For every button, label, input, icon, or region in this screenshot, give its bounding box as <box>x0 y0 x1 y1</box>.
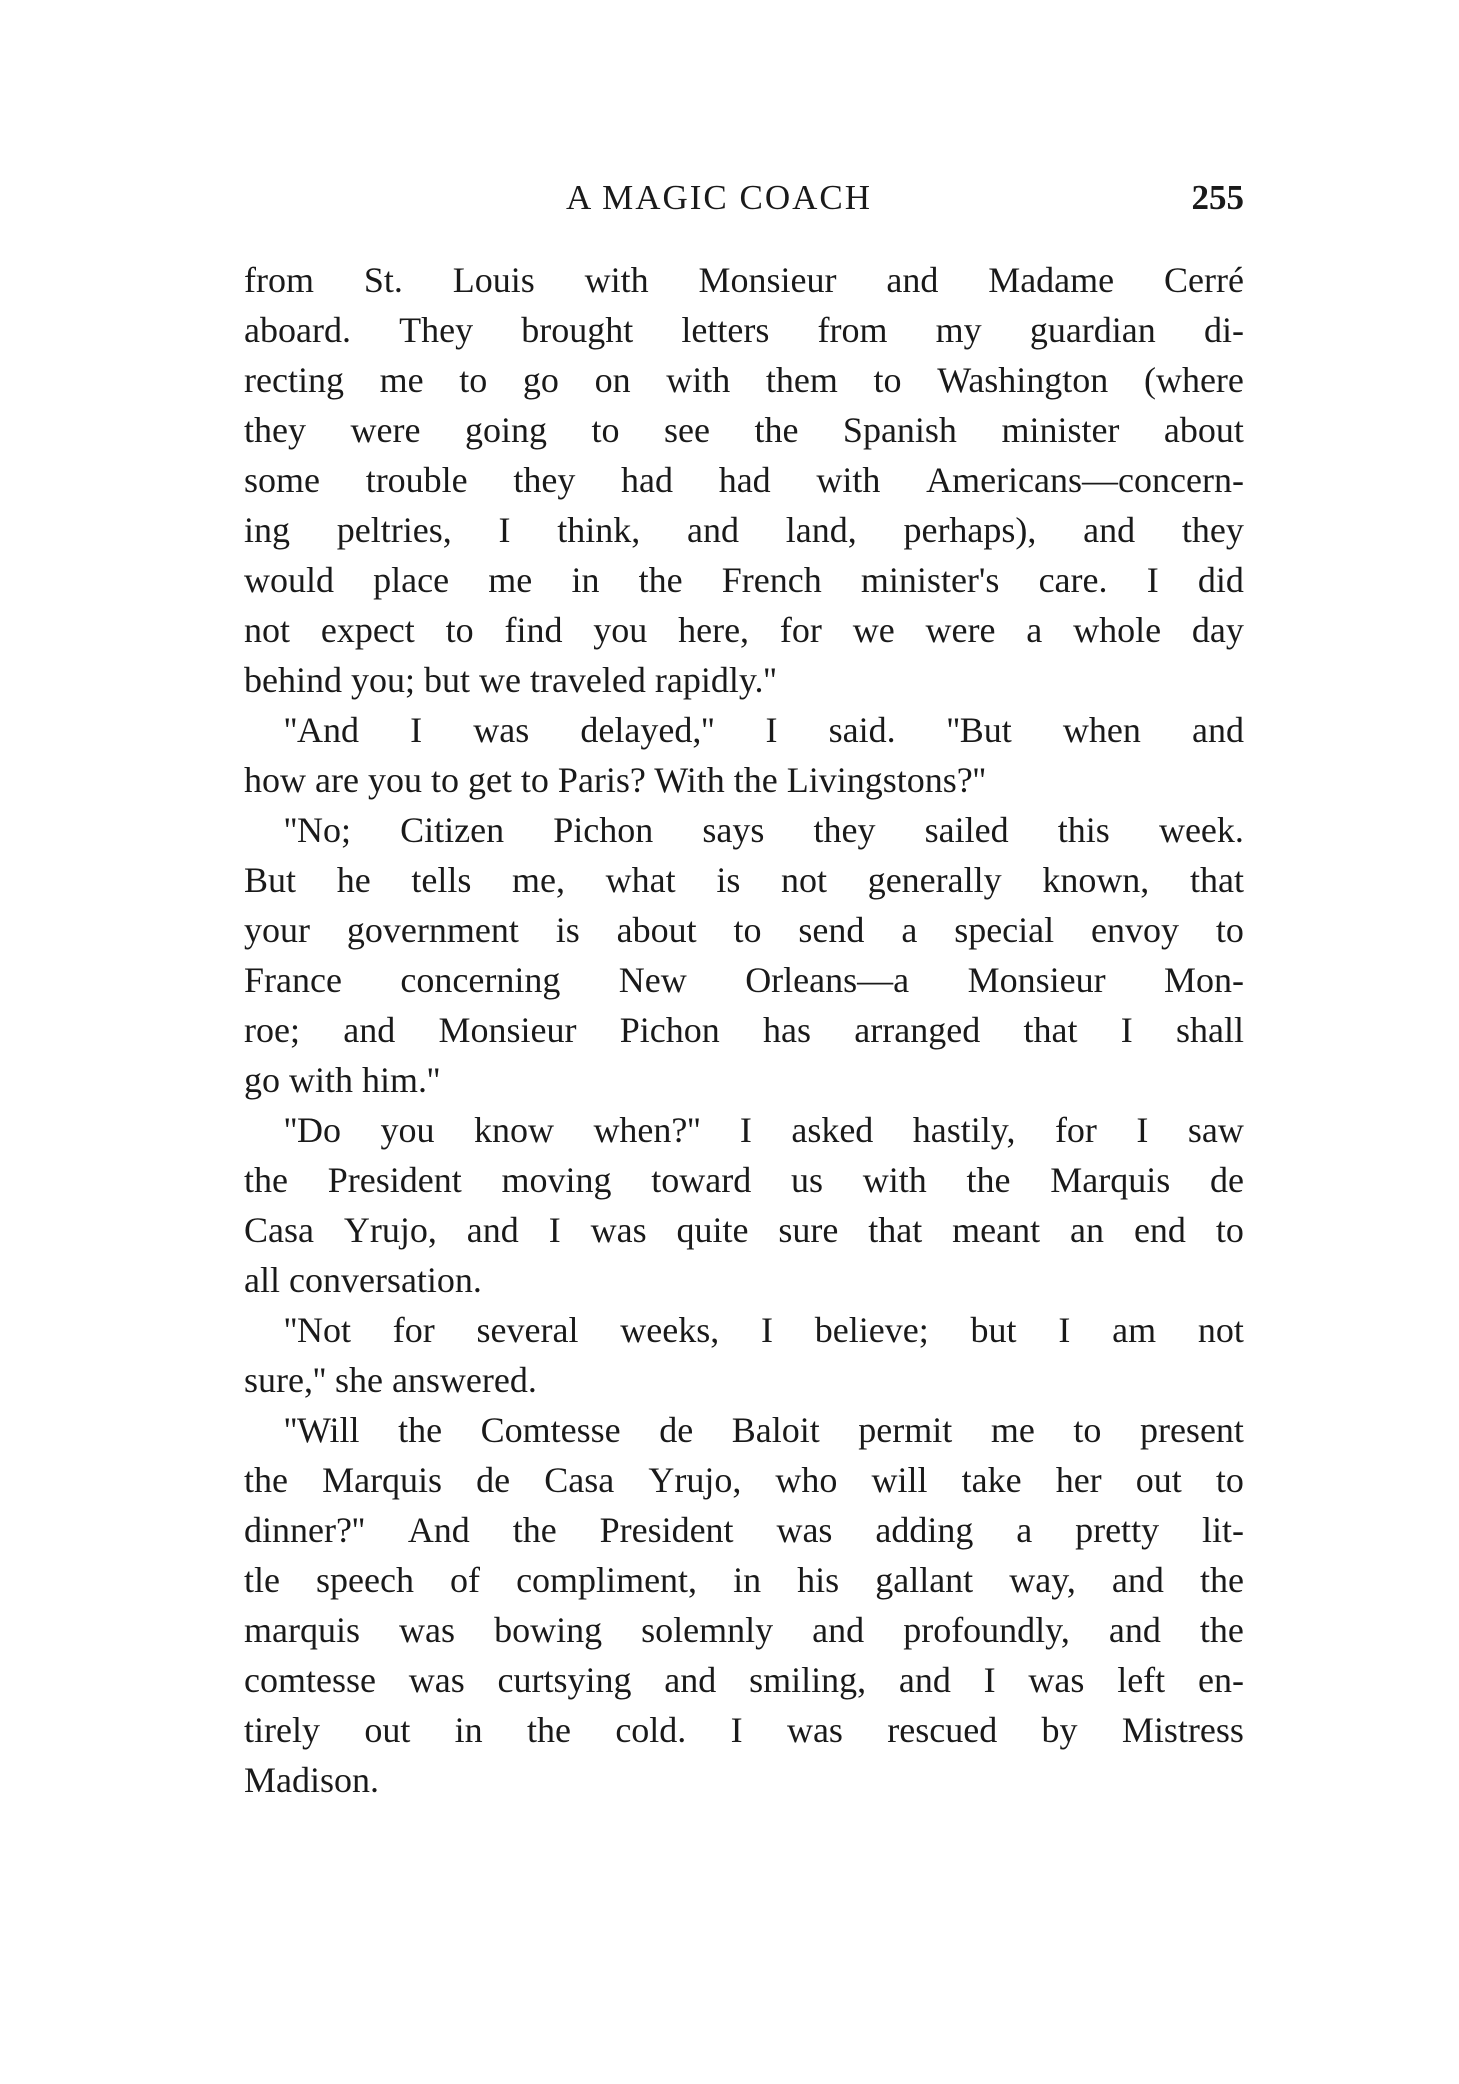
word: lit- <box>1201 1510 1244 1550</box>
text-line: Madison. <box>244 1760 379 1800</box>
word: they <box>813 810 876 850</box>
word: solemnly <box>641 1610 774 1650</box>
word: some <box>244 460 320 500</box>
word: speech <box>316 1560 414 1600</box>
word: and <box>1192 710 1244 750</box>
text-line <box>244 405 1244 455</box>
word: whole <box>1073 610 1162 650</box>
word: I <box>730 1710 743 1750</box>
running-head <box>244 178 1244 228</box>
word: the <box>398 1410 443 1450</box>
word: de <box>659 1410 694 1450</box>
word: for <box>392 1310 435 1350</box>
word: profoundly, <box>903 1610 1070 1650</box>
word: de <box>476 1460 511 1500</box>
word: and <box>343 1010 396 1050</box>
word: I <box>761 1310 773 1350</box>
word: Comtesse <box>480 1410 621 1450</box>
word: were <box>350 410 421 450</box>
word: Marquis <box>322 1460 443 1500</box>
word: this <box>1057 810 1110 850</box>
word: but <box>970 1310 1017 1350</box>
word: to <box>733 910 762 950</box>
word: find <box>504 610 563 650</box>
word: they <box>1181 510 1244 550</box>
word: said. <box>828 710 896 750</box>
word: a <box>901 910 918 950</box>
word: several <box>476 1310 579 1350</box>
word: comtesse <box>244 1660 376 1700</box>
word: New <box>618 960 687 1000</box>
word: aboard. <box>244 310 351 350</box>
word: government <box>346 910 519 950</box>
word: and <box>466 1210 519 1250</box>
word: me, <box>512 860 565 900</box>
text-line <box>244 1105 1244 1155</box>
word: think, <box>557 510 641 550</box>
word: marquis <box>244 1610 360 1650</box>
word: cold. <box>615 1710 687 1750</box>
text-line <box>244 555 1244 605</box>
word: Baloit <box>731 1410 820 1450</box>
word: he <box>336 860 371 900</box>
word: your <box>244 910 310 950</box>
word: minister's <box>860 560 1000 600</box>
word: me <box>990 1410 1035 1450</box>
word: tirely <box>244 1710 320 1750</box>
text-line <box>244 1005 1244 1055</box>
word: Monsieur <box>698 260 837 300</box>
text-line <box>244 705 1244 755</box>
word: meant <box>952 1210 1041 1250</box>
word: you <box>380 1110 435 1150</box>
word: and <box>898 1660 951 1700</box>
word: delayed,'' <box>580 710 715 750</box>
word: ''And <box>284 710 359 750</box>
word: was <box>408 1660 465 1700</box>
word: and <box>664 1660 717 1700</box>
text-line <box>244 1205 1244 1255</box>
word: I <box>498 510 511 550</box>
text-line <box>244 1705 1244 1755</box>
body-text <box>244 255 1244 1805</box>
word: you <box>593 610 648 650</box>
word: about <box>616 910 697 950</box>
word: shall <box>1176 1010 1244 1050</box>
word: Monsieur <box>967 960 1106 1000</box>
text-line: behind you; but we traveled rapidly.'' <box>244 660 777 700</box>
word: and <box>812 1610 865 1650</box>
word: send <box>798 910 865 950</box>
word: that <box>1023 1010 1078 1050</box>
word: an <box>1070 1210 1105 1250</box>
word: week. <box>1158 810 1244 850</box>
text-line: sure,'' she answered. <box>244 1360 537 1400</box>
word: they <box>244 410 306 450</box>
word: is <box>716 860 741 900</box>
word: care. <box>1038 560 1108 600</box>
word: from <box>244 260 314 300</box>
word: tle <box>244 1560 280 1600</box>
word: believe; <box>814 1310 929 1350</box>
word: Casa <box>244 1210 314 1250</box>
word: to <box>873 360 902 400</box>
word: permit <box>858 1410 953 1450</box>
word: Mon- <box>1164 960 1244 1000</box>
word: bowing <box>494 1610 603 1650</box>
word: Pichon <box>553 810 654 850</box>
word: St. <box>363 260 403 300</box>
word: when <box>1062 710 1141 750</box>
text-line <box>244 355 1244 405</box>
word: ''Not <box>284 1310 351 1350</box>
word: peltries, <box>336 510 452 550</box>
word: Pichon <box>619 1010 720 1050</box>
word: was <box>473 710 530 750</box>
word: would <box>244 560 334 600</box>
word: Orleans—a <box>745 960 910 1000</box>
word: is <box>555 910 580 950</box>
text-line <box>244 255 1244 305</box>
word: will <box>871 1460 928 1500</box>
word: toward <box>651 1160 752 1200</box>
word: trouble <box>365 460 468 500</box>
word: President <box>327 1160 462 1200</box>
word: in <box>571 560 600 600</box>
word: saw <box>1187 1110 1244 1150</box>
word: know <box>473 1110 554 1150</box>
word: go <box>522 360 559 400</box>
word: But <box>244 860 297 900</box>
word: Marquis <box>1050 1160 1171 1200</box>
word: weeks, <box>620 1310 720 1350</box>
word: tells <box>411 860 472 900</box>
word: I <box>1136 1110 1149 1150</box>
text-line <box>244 855 1244 905</box>
word: I <box>1146 560 1159 600</box>
word: the <box>512 1510 557 1550</box>
text-line: go with him.'' <box>244 1060 440 1100</box>
word: brought <box>521 310 634 350</box>
word: Madame <box>988 260 1115 300</box>
text-line <box>244 1405 1244 1455</box>
word: I <box>765 710 778 750</box>
word: ing <box>244 510 291 550</box>
word: ''Do <box>284 1110 341 1150</box>
word: in <box>733 1560 762 1600</box>
word: was <box>590 1210 647 1250</box>
text-line <box>244 455 1244 505</box>
word: Casa <box>544 1460 615 1500</box>
word: of <box>450 1560 481 1600</box>
word: says <box>702 810 765 850</box>
word: take <box>961 1460 1022 1500</box>
word: present <box>1139 1410 1244 1450</box>
word: to <box>1215 1460 1244 1500</box>
word: the <box>754 410 799 450</box>
word: me <box>488 560 533 600</box>
text-line <box>244 605 1244 655</box>
word: the <box>1199 1610 1244 1650</box>
word: sailed <box>924 810 1009 850</box>
word: what <box>605 860 676 900</box>
word: pretty <box>1075 1510 1160 1550</box>
word: her <box>1055 1460 1102 1500</box>
word: perhaps), <box>903 510 1037 550</box>
text-line <box>244 1305 1244 1355</box>
word: concerning <box>400 960 561 1000</box>
word: I <box>1058 1310 1071 1350</box>
word: in <box>454 1710 483 1750</box>
word: us <box>790 1160 823 1200</box>
word: not <box>244 610 291 650</box>
word: guardian <box>1029 310 1156 350</box>
word: They <box>399 310 474 350</box>
word: they <box>513 460 576 500</box>
word: to <box>1215 1210 1244 1250</box>
word: the <box>244 1160 288 1200</box>
word: end <box>1133 1210 1186 1250</box>
word: gallant <box>875 1560 974 1600</box>
word: out <box>1135 1460 1182 1500</box>
text-line <box>244 1605 1244 1655</box>
word: was <box>399 1610 456 1650</box>
word: I <box>548 1210 561 1250</box>
word: French <box>721 560 822 600</box>
text-line <box>244 1155 1244 1205</box>
text-line <box>244 1555 1244 1605</box>
word: Spanish <box>842 410 957 450</box>
word: And <box>407 1510 470 1550</box>
text-line: all conversation. <box>244 1260 482 1300</box>
word: Louis <box>452 260 535 300</box>
word: here, <box>678 610 750 650</box>
word: smiling, <box>749 1660 867 1700</box>
word: and <box>687 510 739 550</box>
word: dinner?'' <box>244 1510 365 1550</box>
word: I <box>410 710 423 750</box>
word: I <box>739 1110 752 1150</box>
word: Yrujo, <box>648 1460 742 1500</box>
word: asked <box>791 1110 874 1150</box>
word: not <box>1197 1310 1244 1350</box>
word: that <box>868 1210 923 1250</box>
word: the <box>638 560 683 600</box>
word: way, <box>1009 1560 1076 1600</box>
word: did <box>1197 560 1244 600</box>
word: and <box>1108 1610 1161 1650</box>
text-line <box>244 305 1244 355</box>
word: me <box>379 360 424 400</box>
word: for <box>779 610 822 650</box>
text-line <box>244 1655 1244 1705</box>
word: and <box>1111 1560 1164 1600</box>
word: hastily, <box>912 1110 1016 1150</box>
word: de <box>1209 1160 1244 1200</box>
word: Americans—concern- <box>926 460 1244 500</box>
word: see <box>663 410 710 450</box>
word: di- <box>1203 310 1244 350</box>
word: about <box>1163 410 1244 450</box>
word: (where <box>1143 360 1244 400</box>
word: rescued <box>887 1710 998 1750</box>
word: am <box>1112 1310 1157 1350</box>
word: on <box>594 360 631 400</box>
word: not <box>781 860 828 900</box>
text-line: how are you to get to Paris? With the Livingstons?'' <box>244 760 986 800</box>
word: recting <box>244 360 344 400</box>
word: ''No; <box>284 810 351 850</box>
word: was <box>776 1510 833 1550</box>
word: with <box>666 360 731 400</box>
word: with <box>816 460 881 500</box>
word: France <box>244 960 342 1000</box>
word: Citizen <box>400 810 505 850</box>
word: Monsieur <box>438 1010 577 1050</box>
word: known, <box>1042 860 1150 900</box>
word: arranged <box>854 1010 981 1050</box>
word: for <box>1054 1110 1097 1150</box>
word: sure <box>778 1210 839 1250</box>
word: President <box>599 1510 734 1550</box>
running-title: A MAGIC COACH <box>566 178 873 217</box>
word: letters <box>681 310 770 350</box>
word: by <box>1041 1710 1078 1750</box>
word: the <box>966 1160 1011 1200</box>
word: adding <box>875 1510 974 1550</box>
word: compliment, <box>516 1560 698 1600</box>
word: land, <box>785 510 857 550</box>
word: a <box>1016 1510 1033 1550</box>
text-line <box>244 1505 1244 1555</box>
word: Cerré <box>1164 260 1244 300</box>
word: roe; <box>244 1010 300 1050</box>
word: minister <box>1001 410 1120 450</box>
word: the <box>244 1460 288 1500</box>
word: left <box>1117 1660 1166 1700</box>
word: my <box>935 310 982 350</box>
word: that <box>1189 860 1244 900</box>
word: day <box>1191 610 1244 650</box>
word: Mistress <box>1121 1710 1244 1750</box>
word: the <box>527 1710 571 1750</box>
word: Washington <box>937 360 1109 400</box>
word: the <box>1199 1560 1244 1600</box>
word: to <box>1215 910 1244 950</box>
word: quite <box>676 1210 749 1250</box>
word: we <box>852 610 895 650</box>
word: to <box>1073 1410 1102 1450</box>
word: place <box>373 560 450 600</box>
word: I <box>983 1660 996 1700</box>
word: to <box>445 610 474 650</box>
word: had <box>621 460 674 500</box>
text-line <box>244 1455 1244 1505</box>
word: had <box>718 460 771 500</box>
page-number: 255 <box>1191 178 1244 217</box>
text-line <box>244 805 1244 855</box>
word: to <box>591 410 620 450</box>
word: en- <box>1197 1660 1244 1700</box>
word: Yrujo, <box>343 1210 437 1250</box>
word: ''But <box>946 710 1012 750</box>
word: them <box>765 360 838 400</box>
word: moving <box>501 1160 612 1200</box>
word: special <box>954 910 1055 950</box>
word: were <box>925 610 996 650</box>
word: out <box>364 1710 411 1750</box>
word: his <box>797 1560 840 1600</box>
word: a <box>1026 610 1043 650</box>
text-line <box>244 905 1244 955</box>
word: was <box>1028 1660 1085 1700</box>
text-line <box>244 505 1244 555</box>
word: when?'' <box>593 1110 701 1150</box>
word: was <box>786 1710 843 1750</box>
word: I <box>1120 1010 1133 1050</box>
word: curtsying <box>497 1660 632 1700</box>
word: envoy <box>1091 910 1180 950</box>
word: generally <box>867 860 1002 900</box>
word: to <box>459 360 488 400</box>
word: with <box>862 1160 927 1200</box>
word: from <box>817 310 888 350</box>
word: going <box>464 410 547 450</box>
word: and <box>1083 510 1136 550</box>
word: expect <box>320 610 415 650</box>
word: with <box>584 260 649 300</box>
word: who <box>775 1460 838 1500</box>
word: has <box>763 1010 812 1050</box>
word: and <box>886 260 939 300</box>
text-line <box>244 955 1244 1005</box>
word: ''Will <box>284 1410 360 1450</box>
